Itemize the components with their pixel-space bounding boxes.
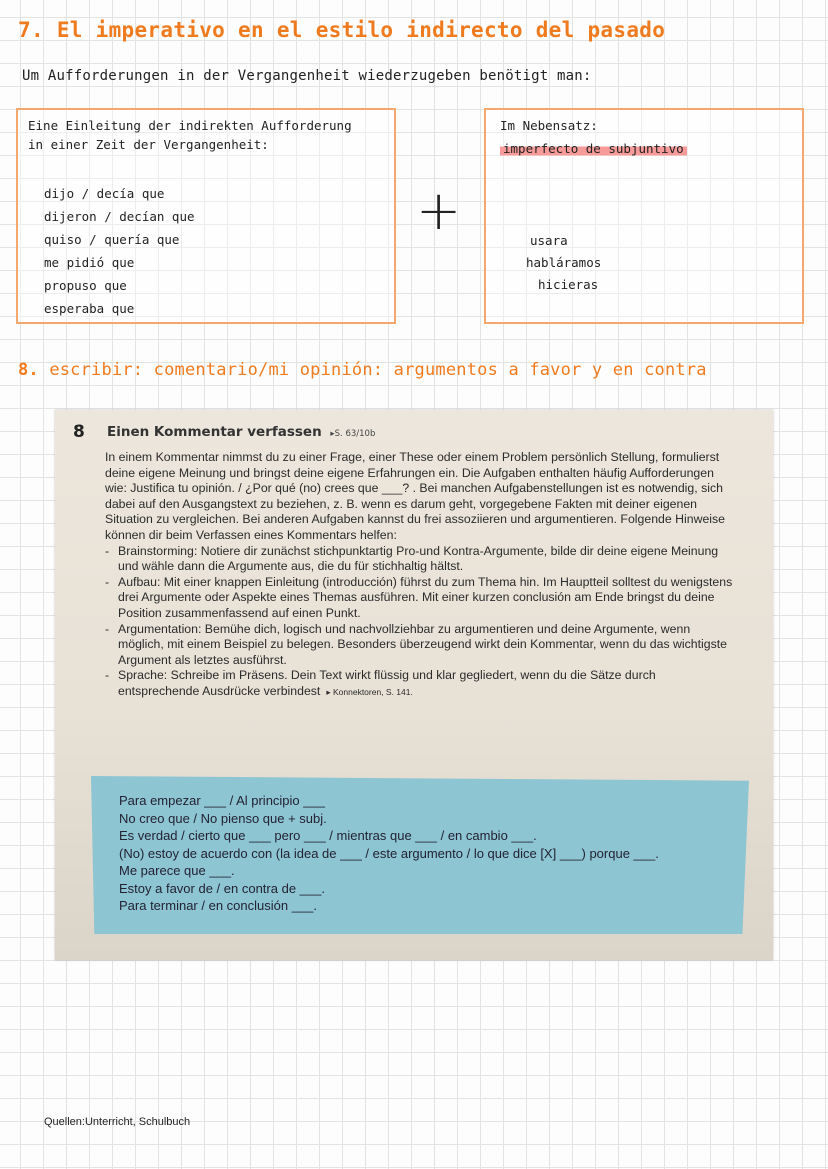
list-item: me pidió que	[44, 255, 135, 270]
textbook-bullet-list	[105, 544, 737, 701]
konnektoren-reference: ▸ Konnektoren, S. 141.	[326, 686, 413, 697]
list-item: - Aufbau: Mit einer knappen Einleitung (introducción) führst du zum Thema hin. Im Hauptteil solltest du wenigstens drei Argumente oder Aspekte eines Themas ausführen. Mit einer kurzen conclusión am Ende bringst du deine Position zusammenfassend auf einen Punkt.	[105, 575, 737, 622]
subordinate-clause-box	[484, 108, 804, 324]
list-item: hicieras	[538, 277, 599, 292]
textbook-section-number: 8	[73, 422, 85, 442]
subordinate-clause-heading: Im Nebensatz:	[500, 118, 598, 133]
plus-sign: +	[416, 179, 462, 242]
list-item: propuso que	[44, 278, 127, 293]
list-item: dijo / decía que	[44, 186, 165, 201]
textbook-title-text: Einen Kommentar verfassen	[107, 424, 322, 440]
list-item: - Argumentation: Bemühe dich, logisch und nachvollziehbar zu argumentieren und deine Argumente, wenn möglich, mit einem Beispiel zu belegen. Besonders überzeugend wirkt dein Kommentar, wenn du das wichtigste Argument als letztes ausführst.	[105, 622, 737, 669]
textbook-body	[105, 450, 737, 701]
section-7-title: 7. El imperativo en el estilo indirecto del pasado	[18, 18, 666, 42]
section-7-intro: Um Aufforderungen in der Vergangenheit wiederzugeben benötigt man:	[22, 68, 592, 84]
section-8-number: 8.	[18, 360, 39, 380]
intro-phrase-list	[44, 182, 195, 320]
source-note: Quellen:Unterricht, Schulbuch	[44, 1116, 191, 1128]
intro-clause-heading-line1: Eine Einleitung der indirekten Aufforderung	[28, 118, 352, 133]
subjunctive-example-list	[526, 230, 601, 296]
list-item: usara	[530, 233, 568, 248]
list-item: dijeron / decían que	[44, 209, 195, 224]
intro-clause-heading-line2: in einer Zeit der Vergangenheit:	[28, 137, 269, 152]
list-item: Para terminar / en conclusión ___.	[119, 898, 317, 913]
list-item: Para empezar ___ / Al principio ___	[119, 793, 325, 808]
list-item: esperaba que	[44, 301, 135, 316]
section-8-title-text: escribir: comentario/mi opinión: argumentos a favor y en contra	[49, 360, 707, 380]
textbook-paragraph: In einem Kommentar nimmst du zu einer Frage, einer These oder einem Problem persönlich Stellung, formulierst deine eigene Meinung und bringst deine eigene Erfahrungen ein. Die Aufgaben enthalten häufig Aufforderungen wie: Justifica tu opinión. / ¿Por qué (no) crees que ___? . Bei manchen Aufgabenstellungen ist es notwendig, sich dabei auf den Ausgangstext zu beziehen, z. B. wenn es darum geht, vorgegebene Fakten mit deiner eigenen Situation zu vergleichen. Bei anderen Aufgaben kannst du frei assoziieren und argumentieren. Folgende Hinweise können dir beim Verfassen eines Kommentars helfen:	[105, 450, 726, 542]
list-item: Estoy a favor de / en contra de ___.	[119, 880, 325, 896]
list-item: habláramos	[526, 255, 602, 270]
section-8-title	[18, 360, 707, 380]
useful-phrases-list	[119, 792, 659, 915]
bullet-text: Sprache: Schreibe im Präsens. Dein Text wirkt flüssig und klar gegliedert, wenn du die Sätze durch entsprechende Ausdrücke verbindest	[118, 668, 656, 698]
list-item: No creo que / No pienso que + subj.	[119, 810, 327, 826]
textbook-photo	[55, 410, 773, 960]
page-reference: ▸S. 63/10b	[330, 429, 376, 439]
list-item: - Brainstorming: Notiere dir zunächst stichpunktartig Pro-und Kontra-Argumente, bilde dir deine eigene Meinung und wähle dann die Argumente aus, die du für stichhaltig hältst.	[105, 544, 737, 575]
subjunctive-highlight: imperfecto de subjuntivo	[500, 140, 687, 158]
intro-clause-heading	[28, 116, 352, 154]
list-item: Me parece que ___.	[119, 863, 235, 878]
list-item	[105, 668, 737, 700]
list-item: (No) estoy de acuerdo con (la idea de ___ / este argumento / lo que dice [X] ___) porque ___.	[119, 845, 659, 861]
list-item: Es verdad / cierto que ___ pero ___ / mientras que ___ / en cambio ___.	[119, 828, 537, 843]
list-item: quiso / quería que	[44, 232, 180, 247]
textbook-title	[107, 424, 375, 440]
intro-clause-box	[16, 108, 396, 324]
